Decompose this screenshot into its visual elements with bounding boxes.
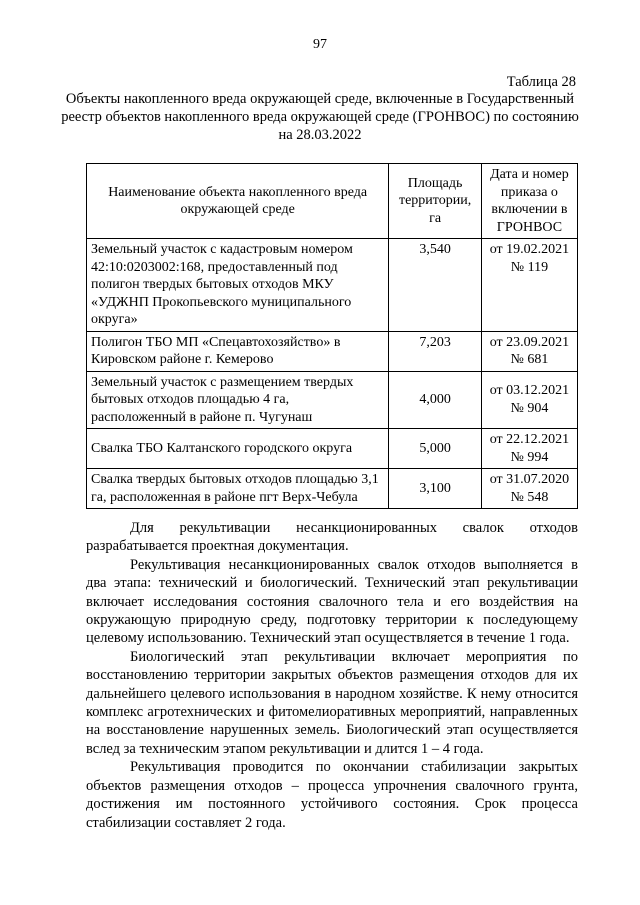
row-object-name: Полигон ТБО МП «Спецавтохозяйство» в Кировском районе г. Кемерово bbox=[87, 331, 389, 371]
row-area: 7,203 bbox=[389, 331, 482, 371]
table-caption: Объекты накопленного вреда окружающей среде, включенные в Государственный реестр объектов накопленного вреда окружающей среде (ГРОНВОС) по состоянию на 28.03.2022 bbox=[61, 91, 579, 143]
row-order-date: от 03.12.2021 bbox=[489, 383, 570, 399]
page-number: 97 bbox=[313, 37, 327, 52]
table-header-row bbox=[87, 164, 578, 239]
row-area: 3,540 bbox=[389, 239, 482, 332]
row-order-number: № 904 bbox=[510, 400, 549, 416]
row-order-number: № 994 bbox=[510, 449, 549, 465]
row-area: 4,000 bbox=[389, 371, 482, 429]
row-object-name: Земельный участок с кадастровым номером 42:10:0203002:168, предоставленный под полигон твердых бытовых отходов МКУ «УДЖНП Прокопьевского муниципального округа» bbox=[87, 239, 389, 332]
table-label: Таблица 28 bbox=[506, 74, 576, 90]
header-object-name: Наименование объекта накопленного вреда окружающей среде bbox=[87, 164, 389, 239]
paragraph: Для рекультивации несанкционированных свалок отходов разрабатывается проектная документация. bbox=[86, 520, 578, 555]
row-order-number: № 119 bbox=[510, 259, 549, 275]
row-order-date: от 31.07.2020 bbox=[489, 472, 570, 487]
row-area: 3,100 bbox=[389, 469, 482, 509]
paragraph: Рекультивация проводится по окончании стабилизации закрытых объектов размещения отходов – процесса упрочнения свалочного грунта, достижения им постоянного устойчивого состояния. Срок процесса стабилизации составляет 2 года. bbox=[86, 759, 578, 831]
row-order-date: от 23.09.2021 bbox=[489, 334, 570, 350]
row-area: 5,000 bbox=[389, 429, 482, 469]
paragraph: Рекультивация несанкционированных свалок отходов выполняется в два этапа: технический и биологический. Технический этап рекультивации включает исследования состояния свалочного тела и его воздействия на окружающую природную среду, подготовку территории к последующему целевому использованию. Технический этап осуществляется в течение 1 года. bbox=[86, 556, 578, 647]
row-order bbox=[481, 469, 577, 509]
row-order bbox=[481, 429, 577, 469]
row-order-number: № 681 bbox=[510, 352, 549, 367]
body-text bbox=[86, 519, 578, 832]
table-row bbox=[87, 331, 578, 371]
table-row bbox=[87, 371, 578, 429]
row-order-date: от 22.12.2021 bbox=[489, 432, 570, 447]
header-order: Дата и номер приказа о включении в ГРОНВОС bbox=[481, 164, 577, 239]
row-order bbox=[481, 371, 577, 429]
row-object-name: Земельный участок с размещением твердых бытовых отходов площадью 4 га, расположенный в районе п. Чугунаш bbox=[87, 371, 389, 429]
row-order bbox=[481, 331, 577, 371]
row-object-name: Свалка твердых бытовых отходов площадью 3,1 га, расположенная в районе пгт Верх-Чебула bbox=[87, 469, 389, 509]
row-object-name: Свалка ТБО Калтанского городского округа bbox=[87, 429, 389, 469]
table-row bbox=[87, 429, 578, 469]
objects-table bbox=[86, 163, 578, 509]
paragraph: Биологический этап рекультивации включает мероприятия по восстановлению территории закрытых объектов размещения отходов для их дальнейшего целевого использования в народном хозяйстве. К нему относится комплекс агротехнических и фитомелиоративных мероприятий, направленных на восстановление нарушенных земель. Биологический этап осуществляется вслед за техническим этапом рекультивации и длится 1 – 4 года. bbox=[86, 648, 578, 757]
header-area: Площадь территории, га bbox=[389, 164, 482, 239]
row-order-number: № 548 bbox=[510, 489, 549, 505]
row-order bbox=[481, 239, 577, 332]
table-row bbox=[87, 239, 578, 332]
row-order-date: от 19.02.2021 bbox=[489, 242, 570, 257]
table-row bbox=[87, 469, 578, 509]
